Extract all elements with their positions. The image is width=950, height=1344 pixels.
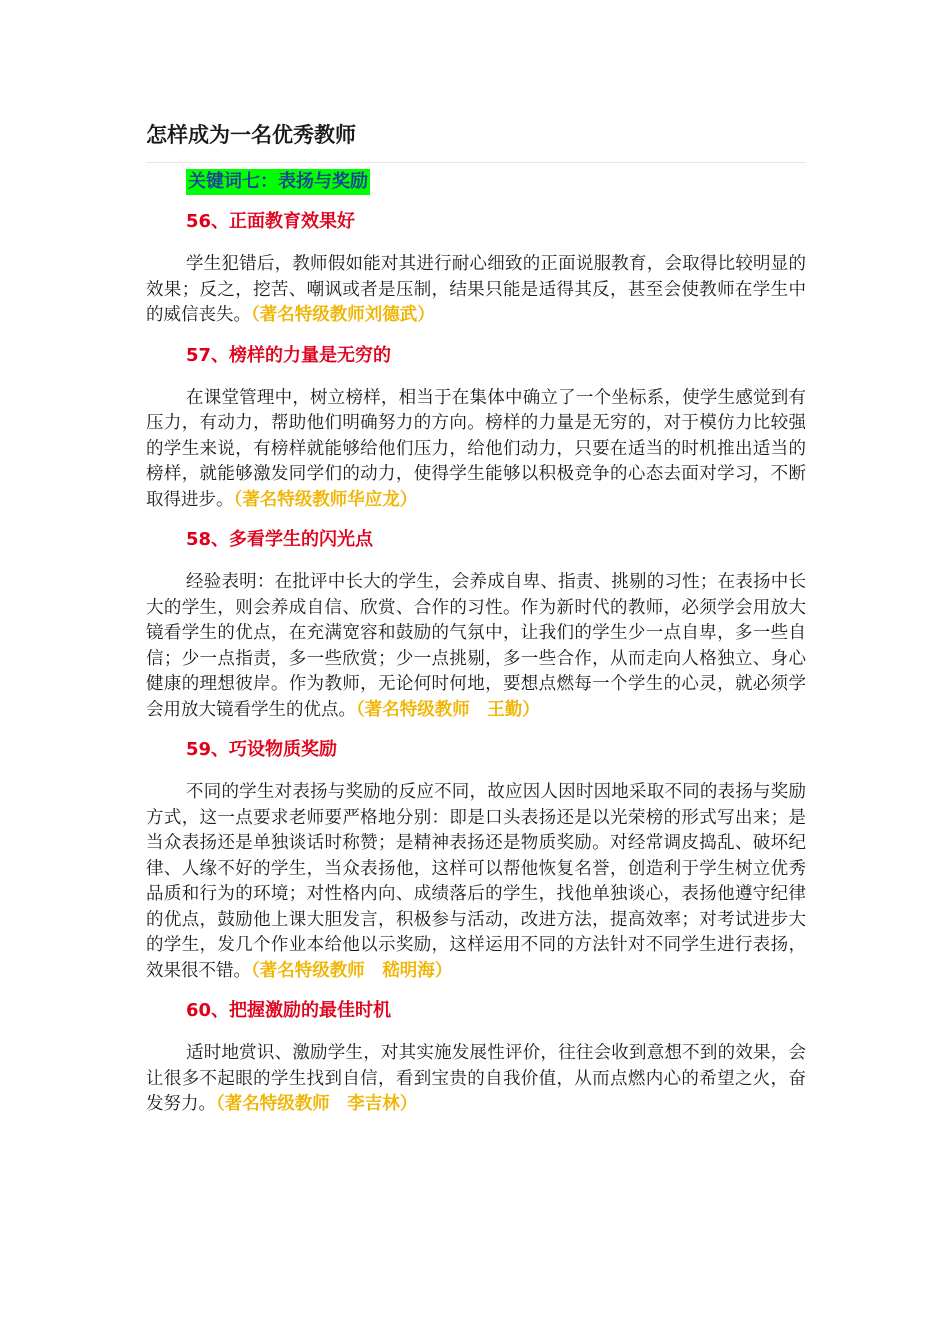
citation: （著名特级教师华应龙） — [233, 489, 418, 510]
section-paragraph — [146, 252, 806, 329]
section-heading: 57、榜样的力量是无穷的 — [186, 344, 392, 366]
paragraph-text: 在课堂管理中，树立榜样，相当于在集体中确立了一个坐标系，使学生感觉到有压力，有动力，帮助他们明确努力的方向。榜样的力量是无穷的，对于模仿力比较强的学生来说，有榜样就能够给他们压力，给他们动力，只要在适当的时机推出适当的榜样，就能够激发同学们的动力，使得学生能够以积极竞争的心态去面对学习，不断取得进步。 — [146, 387, 806, 510]
citation: （著名特级教师 王勤） — [356, 699, 540, 720]
document-page — [146, 118, 806, 1118]
section-paragraph — [146, 386, 806, 514]
paragraph-text: 适时地赏识、激励学生，对其实施发展性评价，往往会收到意想不到的效果，会让很多不起眼的学生找到自信，看到宝贵的自我价值，从而点燃内心的希望之火，奋发努力。 — [146, 1043, 806, 1114]
paragraph-text: 学生犯错后，教师假如能对其进行耐心细致的正面说服教育，会取得比较明显的效果；反之，挖苦、嘲讽或者是压制，结果只能是适得其反，甚至会使教师在学生中的威信丧失。 — [146, 254, 806, 325]
section-59 — [146, 737, 806, 984]
keyword-highlight: 关键词七：表扬与奖励 — [186, 169, 370, 195]
section-heading: 60、把握激励的最佳时机 — [186, 1000, 392, 1021]
section-paragraph — [146, 1041, 806, 1118]
section-60 — [146, 998, 806, 1118]
section-paragraph — [146, 570, 806, 723]
section-56 — [146, 209, 806, 329]
section-58 — [146, 527, 806, 723]
section-heading: 58、多看学生的闪光点 — [186, 529, 374, 550]
section-57 — [146, 343, 806, 514]
page-title: 怎样成为一名优秀教师 — [146, 118, 806, 163]
section-heading: 59、巧设物质奖励 — [186, 739, 338, 760]
paragraph-text: 不同的学生对表扬与奖励的反应不同，故应因人因时因地采取不同的表扬与奖励方式，这一点要求老师要严格地分别：即是口头表扬还是以光荣榜的形式写出来；是当众表扬还是单独谈话时称赞；是精神表扬还是物质奖励。对经常调皮捣乱、破坏纪律、人缘不好的学生，当众表扬他，这样可以帮他恢复名誉，创造利于学生树立优秀品质和行为的环境；对性格内向、成绩落后的学生，找他单独谈心，表扬他遵守纪律的优点，鼓励他上课大胆发言，积极参与活动，改进方法，提高效率；对考试进步大的学生，发几个作业本给他以示奖励，这样运用不同的方法针对不同学生进行表扬，效果很不错。 — [146, 782, 806, 981]
section-heading: 56、正面教育效果好 — [186, 211, 356, 232]
citation: （著名特级教师刘德武） — [251, 305, 435, 325]
citation: （著名特级教师 李吉林） — [216, 1094, 418, 1114]
keyword-heading — [146, 163, 806, 195]
section-paragraph — [146, 780, 806, 984]
citation: （著名特级教师 嵇明海） — [251, 960, 453, 981]
paragraph-text: 经验表明：在批评中长大的学生，会养成自卑、指责、挑剔的习性；在表扬中长大的学生，则会养成自信、欣赏、合作的习性。作为新时代的教师，必须学会用放大镜看学生的优点，在充满宽容和鼓励的气氛中，让我们的学生少一点自卑，多一些自信；少一点指责，多一些欣赏；少一点挑剔，多一些合作，从而走向人格独立、身心健康的理想彼岸。作为教师，无论何时何地，要想点燃每一个学生的心灵，就必须学会用放大镜看学生的优点。 — [146, 572, 806, 720]
